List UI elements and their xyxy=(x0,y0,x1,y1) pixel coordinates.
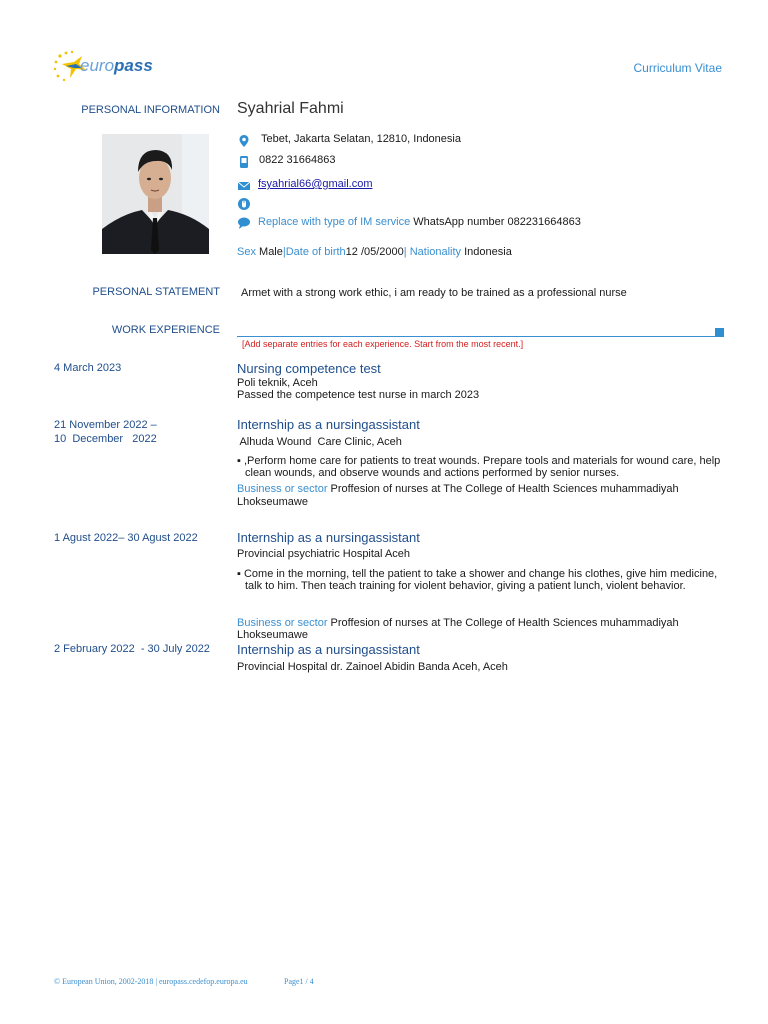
section-label-personal-statement: PERSONAL STATEMENT xyxy=(92,286,220,298)
europass-logo xyxy=(52,50,162,84)
entry-3-sector-label: Business or sector xyxy=(237,617,328,629)
entry-3-sector-line1: Proffesion of nurses at The College of Health Sciences muhammadiyah xyxy=(330,617,679,629)
entry-2-bullet-line2: clean wounds, and observe wounds and actions performed by senior nurses. xyxy=(245,467,620,479)
nationality-value: Indonesia xyxy=(464,246,512,258)
dob-value: 12 /05/2000 xyxy=(345,246,404,258)
entry-1-title: Nursing competence test xyxy=(237,361,381,376)
website-mouse-icon xyxy=(237,197,251,211)
section-label-work-experience: WORK EXPERIENCE xyxy=(111,324,220,336)
sex-label: Sex xyxy=(237,246,256,258)
entry-2-sector-line1: Proffesion of nurses at The College of Health Sciences muhammadiyah xyxy=(330,483,679,495)
entry-2-date-start: 21 November 2022 – xyxy=(54,419,157,431)
entry-3-date: 1 Agust 2022– 30 Agust 2022 xyxy=(54,532,198,544)
address-text: Tebet, Jakarta Selatan, 12810, Indonesia xyxy=(261,133,461,145)
profile-photo xyxy=(102,134,209,254)
email-envelope-icon xyxy=(237,179,251,193)
section-divider xyxy=(237,336,715,337)
entry-2-bullet-line1: ,Perform home care for patients to treat wounds. Prepare tools and materials for wound care, help xyxy=(243,455,721,467)
footer-page-number: Page1 / 4 xyxy=(284,977,314,986)
entry-3-bullet xyxy=(237,568,717,580)
entry-2-sector xyxy=(237,483,679,495)
personal-statement-text: Armet with a strong work ethic, i am ready to be trained as a professional nurse xyxy=(241,287,627,299)
entry-1-org: Poli teknik, Aceh xyxy=(237,377,318,389)
entry-2-bullet xyxy=(237,455,720,467)
im-line xyxy=(258,216,581,228)
entry-1-date: 4 March 2023 xyxy=(54,362,122,374)
chat-bubble-icon xyxy=(237,216,251,230)
entry-2-date-end: 10 December 2022 xyxy=(54,433,157,445)
entry-3-bullet-line1: Come in the morning, tell the patient to take a shower and change his clothes, give him medicine, xyxy=(243,568,718,580)
entry-2-sector-label: Business or sector xyxy=(237,483,328,495)
full-name: Syahrial Fahmi xyxy=(237,100,344,117)
entry-2-sector-line2: Lhokseumawe xyxy=(237,496,308,508)
email-link[interactable]: fsyahrial66@gmail.com xyxy=(258,178,373,190)
entry-3-bullet-line2: talk to him. Then teach training for violent behavior, giving a patient lunch, violent behavior. xyxy=(245,580,686,592)
mobile-phone-icon xyxy=(237,155,251,169)
entry-4-title: Internship as a nursingassistant xyxy=(237,642,420,657)
entry-4-date: 2 February 2022 - 30 July 2022 xyxy=(54,643,210,655)
bullet-marker: ▪ xyxy=(237,568,241,580)
entry-3-title: Internship as a nursingassistant xyxy=(237,530,420,545)
europass-wordmark: europass xyxy=(80,56,153,75)
section-divider-end-square xyxy=(715,328,724,337)
dob-label: |Date of birth xyxy=(282,246,346,258)
section-label-personal-information: PERSONAL INFORMATION xyxy=(81,104,220,116)
cv-label: Curriculum Vitae xyxy=(633,61,722,75)
entry-3-sector-line2: Lhokseumawe xyxy=(237,629,308,641)
personal-details-line xyxy=(237,246,512,258)
entry-3-sector xyxy=(237,617,679,629)
nationality-label: | Nationality xyxy=(403,246,462,258)
bullet-marker: ▪ xyxy=(237,455,241,467)
im-service-value: WhatsApp number 082231664863 xyxy=(413,216,581,228)
work-instruction-text: [Add separate entries for each experience. Start from the most recent.] xyxy=(242,339,524,349)
entry-3-org: Provincial psychiatric Hospital Aceh xyxy=(237,548,411,560)
footer-copyright: © European Union, 2002-2018 | europass.cedefop.europa.eu xyxy=(54,977,248,986)
entry-1-detail: Passed the competence test nurse in march 2023 xyxy=(237,389,480,401)
location-pin-icon xyxy=(237,134,251,148)
sex-value: Male xyxy=(259,246,283,258)
entry-2-title: Internship as a nursingassistant xyxy=(237,417,420,432)
im-service-label: Replace with type of IM service xyxy=(258,216,411,228)
entry-4-org: Provincial Hospital dr. Zainoel Abidin Banda Aceh, Aceh xyxy=(237,661,508,673)
phone-text: 0822 31664863 xyxy=(259,154,336,166)
entry-2-org: Alhuda Wound Care Clinic, Aceh xyxy=(237,436,402,448)
